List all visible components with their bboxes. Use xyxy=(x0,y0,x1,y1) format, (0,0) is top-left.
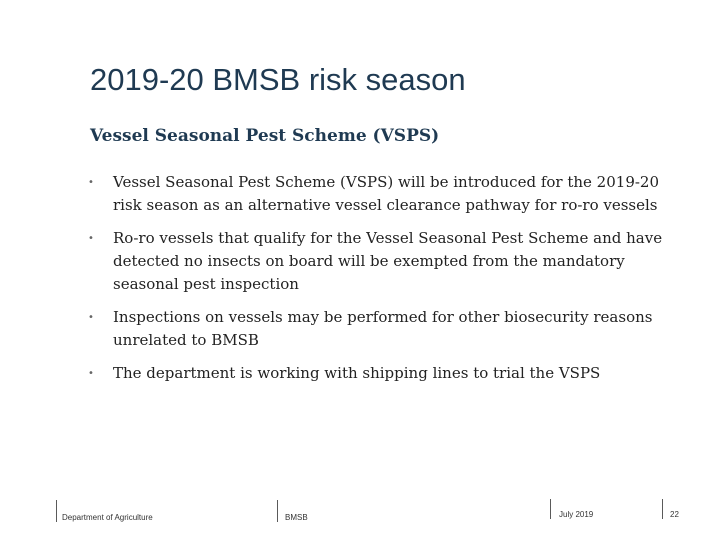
bullet-item xyxy=(88,171,673,217)
bullet-marker-icon: • xyxy=(88,177,94,188)
footer-date: July 2019 xyxy=(559,510,594,519)
bullet-marker-icon: • xyxy=(88,233,94,244)
footer-organisation: Department of Agriculture xyxy=(62,513,153,522)
bullet-marker-icon: • xyxy=(88,368,94,379)
bullet-list xyxy=(88,171,673,395)
footer-divider-topic xyxy=(277,500,278,522)
bullet-text: The department is working with shipping lines to trial the VSPS xyxy=(113,364,601,382)
slide-subtitle: Vessel Seasonal Pest Scheme (VSPS) xyxy=(90,126,440,146)
bullet-item xyxy=(88,227,673,296)
footer-divider-page xyxy=(662,499,663,519)
bullet-text: Inspections on vessels may be performed for other biosecurity reasons unrelated to BMSB xyxy=(113,308,653,349)
slide-title: 2019-20 BMSB risk season xyxy=(90,62,466,97)
bullet-text: Ro-ro vessels that qualify for the Vessel Seasonal Pest Scheme and have detected no insects on board will be exempted from the mandatory seasonal pest inspection xyxy=(113,229,663,293)
bullet-item xyxy=(88,306,673,352)
bullet-text: Vessel Seasonal Pest Scheme (VSPS) will be introduced for the 2019-20 risk season as an alternative vessel clearance pathway for ro-ro vessels xyxy=(113,173,660,214)
bullet-marker-icon: • xyxy=(88,312,94,323)
footer-page-number: 22 xyxy=(670,510,679,519)
footer-topic: BMSB xyxy=(285,513,308,522)
footer-divider-date xyxy=(550,499,551,519)
footer-divider-left xyxy=(56,500,57,522)
bullet-item xyxy=(88,362,673,385)
